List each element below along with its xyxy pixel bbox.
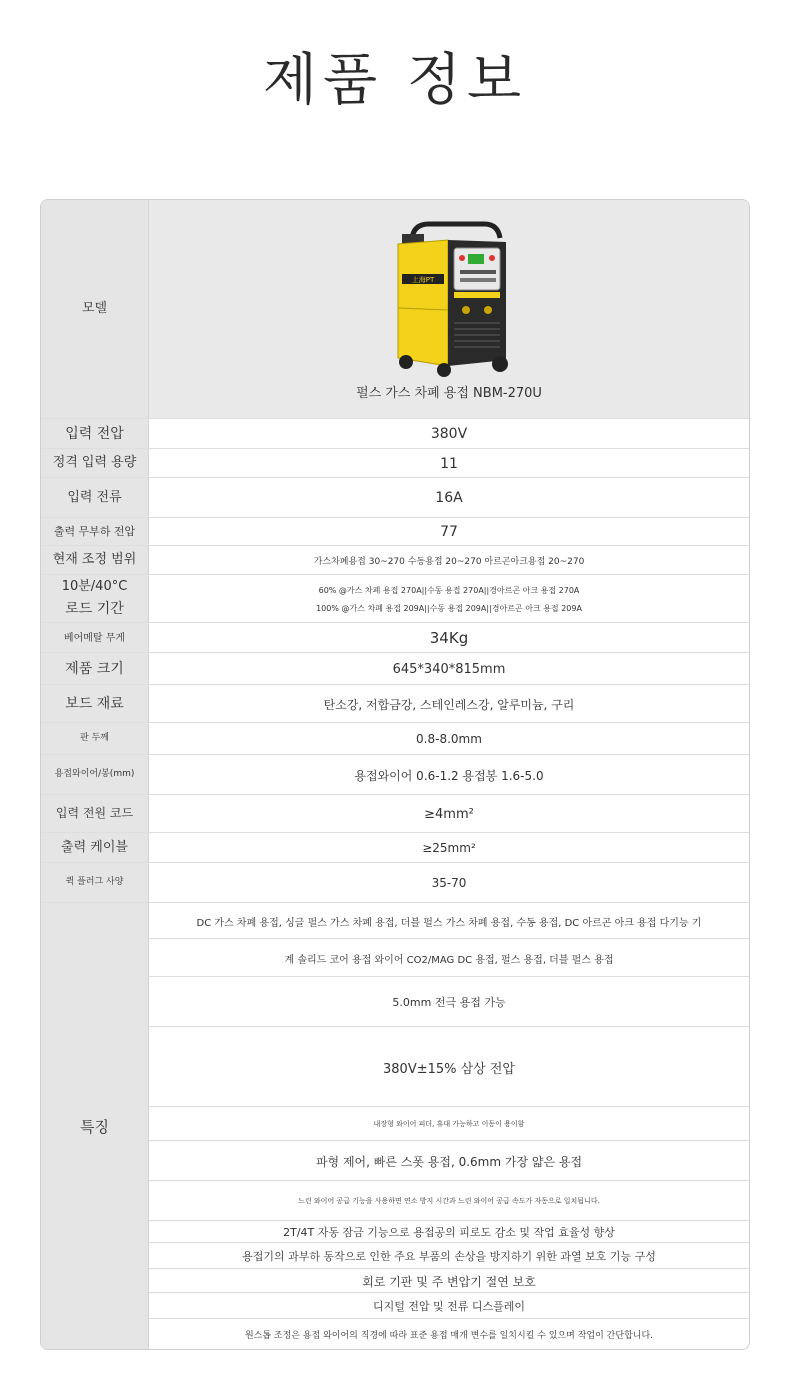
spec-label: 용접와이어/봉(mm) [41,755,149,795]
spec-value-line1: 60% @가스 차폐 용접 270A||수동 용접 270A||경아르곤 아크 용접 270A [318,585,580,595]
spec-row-current-range [41,545,749,575]
spec-label: 판 두께 [41,723,149,755]
spec-value: 35-70 [431,876,467,890]
feature-item: 내장형 와이어 피더, 휴대 가능하고 이동이 용이함 [149,1106,749,1141]
feature-item: 느린 와이어 공급 기능을 사용하면 연소 방지 시간과 느린 와이어 공급 속도가 자동으로 일치됩니다. [149,1180,749,1221]
spec-value: 용접와이어 0.6-1.2 용접봉 1.6-5.0 [354,768,544,783]
spec-row-input-current [41,477,749,518]
spec-row-quick-plug [41,862,749,903]
spec-row-duty-cycle [41,574,749,623]
spec-table [40,199,750,1350]
features-label: 특징 [41,902,149,1349]
model-row [41,200,749,418]
spec-value: 77 [440,524,458,540]
spec-label-line2: 로드 기간 [65,601,124,618]
spec-row-input-voltage [41,418,749,449]
feature-item: DC 가스 차폐 용접, 싱글 펄스 가스 차폐 용접, 더블 펄스 가스 차폐 용접, 수동 용접, DC 아르곤 아크 용접 다기능 기 [149,902,749,939]
spec-label: 입력 전압 [41,419,149,449]
model-cell [149,200,749,418]
spec-value: ≥4mm² [424,806,474,822]
welding-machine-image [384,218,514,378]
spec-row-wire-rod [41,754,749,795]
model-caption: 펄스 가스 차폐 용접 NBM-270U [356,385,542,401]
spec-label: 입력 전류 [41,478,149,518]
spec-label: 정격 입력 용량 [41,449,149,478]
spec-label: 현재 조정 범위 [41,546,149,575]
spec-label: 베어메탈 무게 [41,623,149,653]
feature-item: 용접기의 과부하 동작으로 인한 주요 부품의 손상을 방지하기 위한 과열 보호 기능 구성 [149,1242,749,1269]
feature-item: 2T/4T 자동 잠금 기능으로 용접공의 피로도 감소 및 작업 효율성 향상 [149,1220,749,1243]
spec-label: 보드 재료 [41,685,149,723]
spec-value: 11 [440,455,458,472]
feature-item: 파형 제어, 빠른 스폿 용접, 0.6mm 가장 얇은 용접 [149,1140,749,1181]
spec-value [149,575,749,623]
feature-item: 원스톱 조정은 용접 와이어의 직경에 따라 표준 용접 매개 변수를 일치시킬 수 있으며 작업이 간단합니다. [149,1318,749,1350]
spec-label: 제품 크기 [41,653,149,685]
spec-label-line1: 10분/40°C [61,579,128,595]
spec-row-rated-capacity [41,448,749,478]
spec-row-no-load-voltage [41,517,749,546]
spec-value: 탄소강, 저합금강, 스테인레스강, 알루미늄, 구리 [323,697,575,712]
spec-label: 퀵 플러그 사양 [41,863,149,903]
spec-label: 출력 무부하 전압 [41,518,149,546]
feature-item: 디지털 전압 및 전류 디스플레이 [149,1292,749,1319]
feature-item: 계 솔리드 코어 용접 와이어 CO2/MAG DC 용접, 펄스 용접, 더블 펄스 용접 [149,938,749,977]
spec-row-output-cable [41,832,749,863]
feature-item: 380V±15% 삼상 전압 [149,1026,749,1107]
spec-label [41,575,149,623]
spec-value: 380V [430,426,468,442]
spec-value-line2: 100% @가스 차폐 용접 209A||수동 용접 209A||경아르곤 아크 용접 209A [316,603,582,613]
spec-value: 34Kg [429,629,469,647]
spec-label: 출력 케이블 [41,833,149,863]
spec-value: 645*340*815mm [392,661,506,677]
spec-row-board-material [41,684,749,723]
spec-row-power-cord [41,794,749,833]
spec-value: 16A [435,490,463,506]
brand-logo-text: 上海PT [411,275,435,284]
feature-item: 5.0mm 전극 용접 가능 [149,976,749,1027]
spec-value: ≥25mm² [422,841,476,855]
spec-row-weight [41,622,749,653]
feature-item: 회로 기판 및 주 변압기 절연 보호 [149,1268,749,1293]
spec-row-size [41,652,749,685]
spec-label: 입력 전원 코드 [41,795,149,833]
model-label: 모델 [41,200,149,418]
spec-value: 가스차폐용접 30~270 수동용접 20~270 아르곤아크용접 20~270 [313,557,585,567]
page-title: 제품 정보 [262,48,528,113]
spec-value: 0.8-8.0mm [416,732,482,746]
spec-row-plate-thickness [41,722,749,755]
